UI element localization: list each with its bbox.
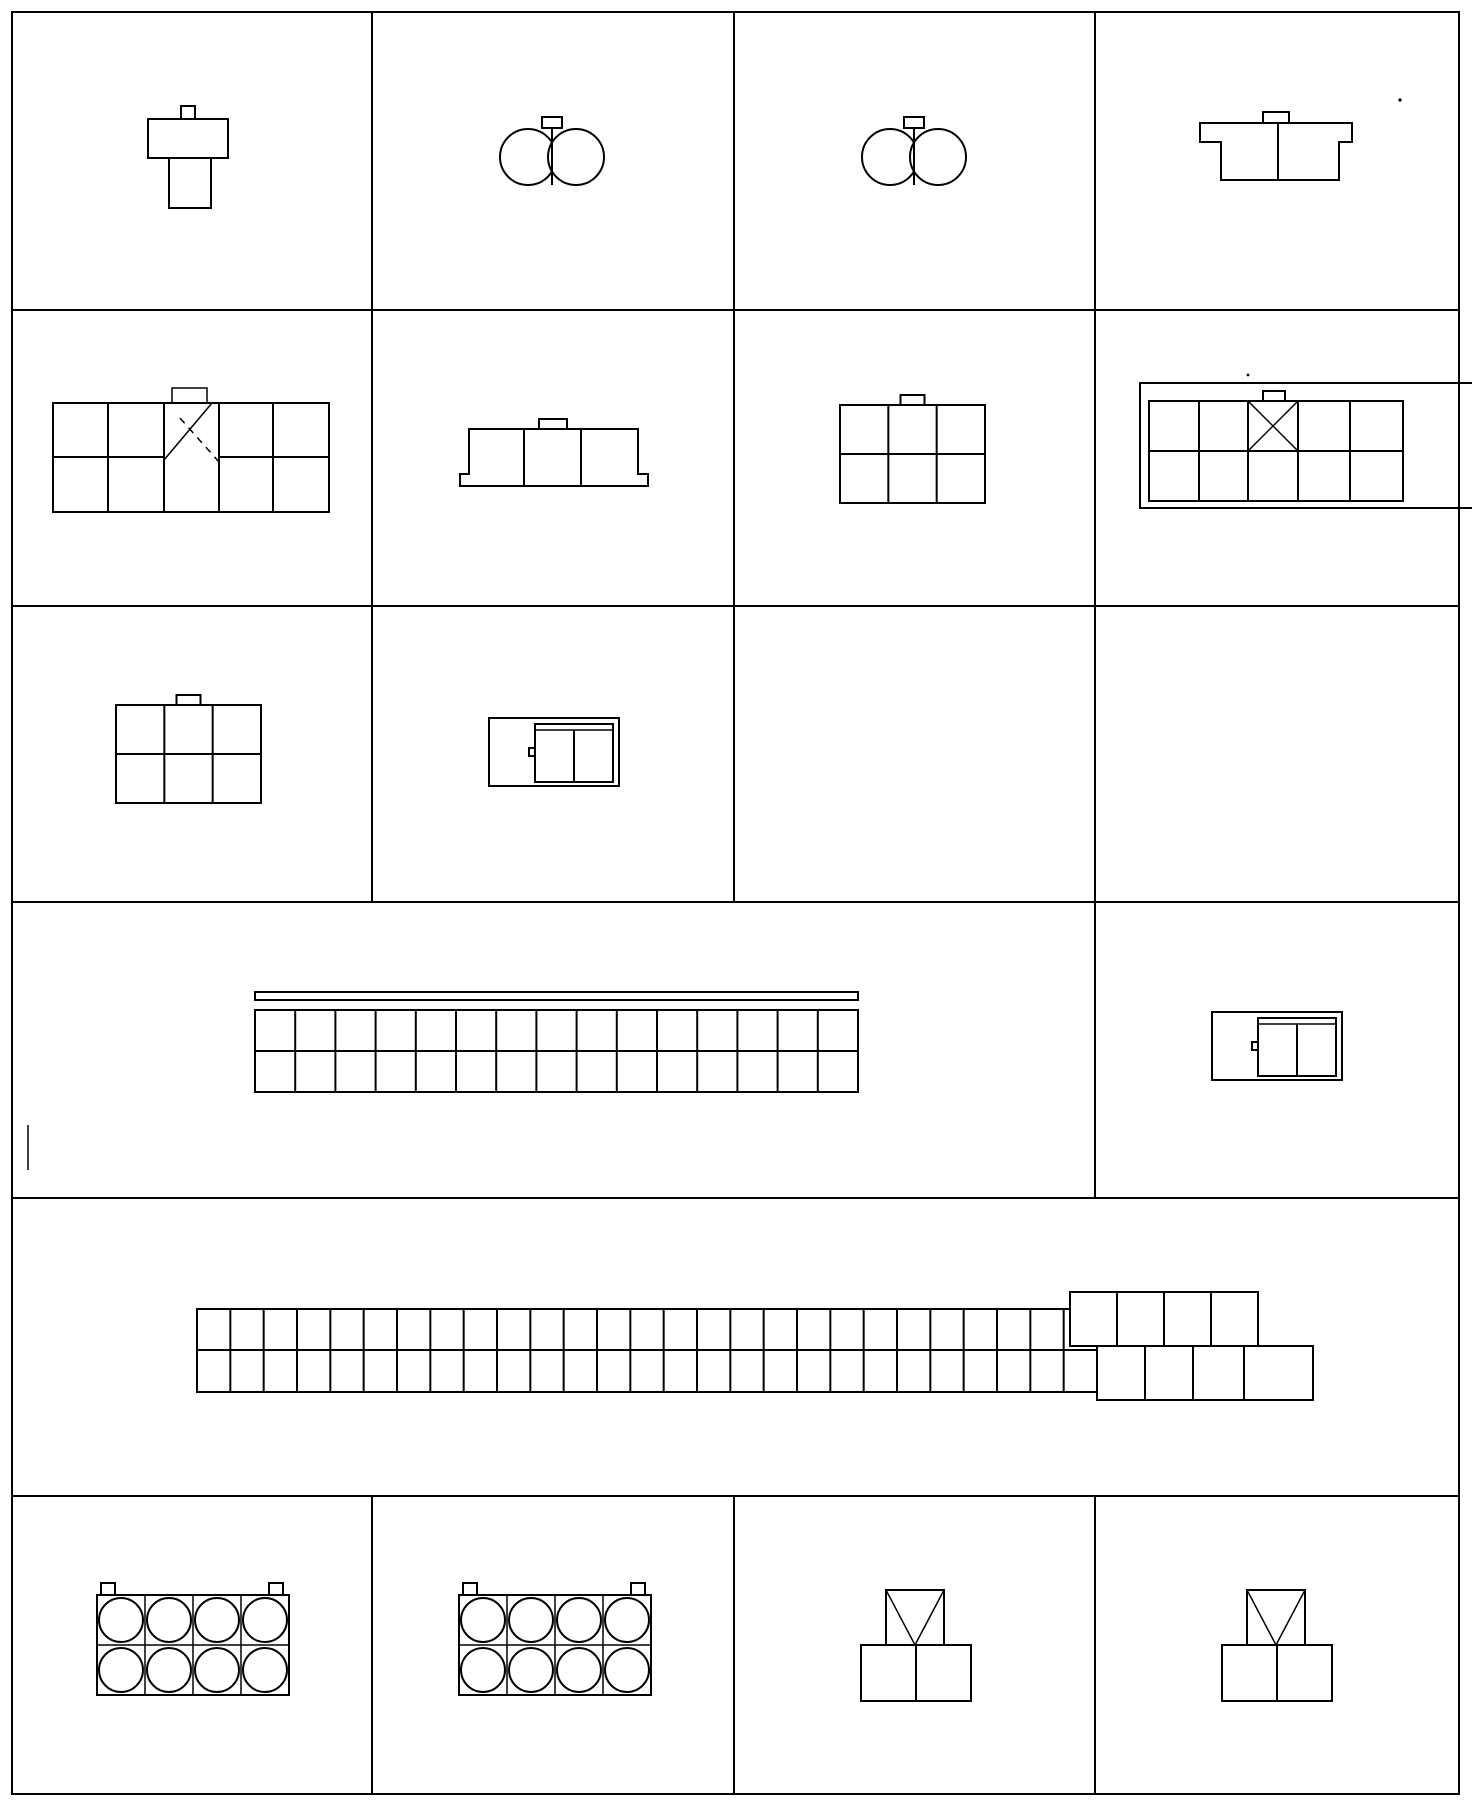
ink-dot: [1398, 98, 1401, 101]
pin-circle: [605, 1648, 649, 1692]
pin-circle: [195, 1598, 239, 1642]
latch-tab: [101, 1583, 115, 1595]
latch-tab: [529, 748, 535, 756]
connector-body: [1200, 123, 1352, 180]
pin-circle: [910, 129, 966, 185]
connector-rim: [255, 992, 858, 1000]
connector-cell-m87: [12, 1496, 372, 1794]
pin-cell: [169, 158, 211, 208]
latch-tab: [904, 117, 924, 128]
connector-cell-m85: [12, 1198, 1459, 1496]
cell-frame: [1095, 606, 1459, 902]
connector-cell-m90: [1095, 1496, 1459, 1794]
latch-tab: [539, 419, 567, 429]
latch-tab: [269, 1583, 283, 1595]
pin-circle: [509, 1598, 553, 1642]
latch-tab: [631, 1583, 645, 1595]
connector-body: [460, 429, 648, 486]
latch-tab: [1263, 391, 1285, 401]
latch-tab: [177, 695, 201, 705]
connector-cell-m75: [1095, 310, 1472, 606]
connector-cell-m89: [734, 1496, 1095, 1794]
pin-circle: [461, 1648, 505, 1692]
latch-housing: [1247, 1590, 1305, 1645]
pin-circle: [548, 129, 604, 185]
pin-circle: [243, 1648, 287, 1692]
blank-cell: [1095, 606, 1459, 902]
connector-cell-m82: [12, 902, 1095, 1198]
connector-cell-m76: [12, 606, 372, 902]
connector-cell-m71: [1095, 12, 1459, 310]
latch-tab: [542, 117, 562, 128]
connector-cell-m83: [1095, 902, 1459, 1198]
pin-circle: [509, 1648, 553, 1692]
pin-circle: [557, 1648, 601, 1692]
pin-circle: [461, 1598, 505, 1642]
latch-housing: [886, 1590, 944, 1645]
latch-tab: [1252, 1042, 1258, 1050]
pin-cell: [148, 119, 228, 158]
pin-circle: [99, 1648, 143, 1692]
pin-circle: [557, 1598, 601, 1642]
pin-circle: [195, 1648, 239, 1692]
latch-tab: [181, 106, 195, 119]
latch-tab: [463, 1583, 477, 1595]
connector-cell-m72: [12, 310, 372, 606]
connector-body-lower: [1097, 1346, 1313, 1400]
latch-tab: [1263, 112, 1289, 123]
blank-cell: [734, 606, 1095, 902]
pin-circle: [99, 1598, 143, 1642]
pin-circle: [243, 1598, 287, 1642]
latch-tab: [901, 395, 925, 405]
connector-cell-m74: [734, 310, 1095, 606]
pin-circle: [605, 1598, 649, 1642]
connector-cell-m66: [12, 12, 372, 310]
connector-cell-m73: [372, 310, 734, 606]
connector-cell-m88: [372, 1496, 734, 1794]
cell-frame: [734, 606, 1095, 902]
connector-cell-m81: [372, 606, 734, 902]
ink-dot: [1247, 374, 1250, 377]
connector-cell-m67: [372, 12, 734, 310]
pin-circle: [147, 1598, 191, 1642]
connector-cell-m68: [734, 12, 1095, 310]
pin-circle: [147, 1648, 191, 1692]
